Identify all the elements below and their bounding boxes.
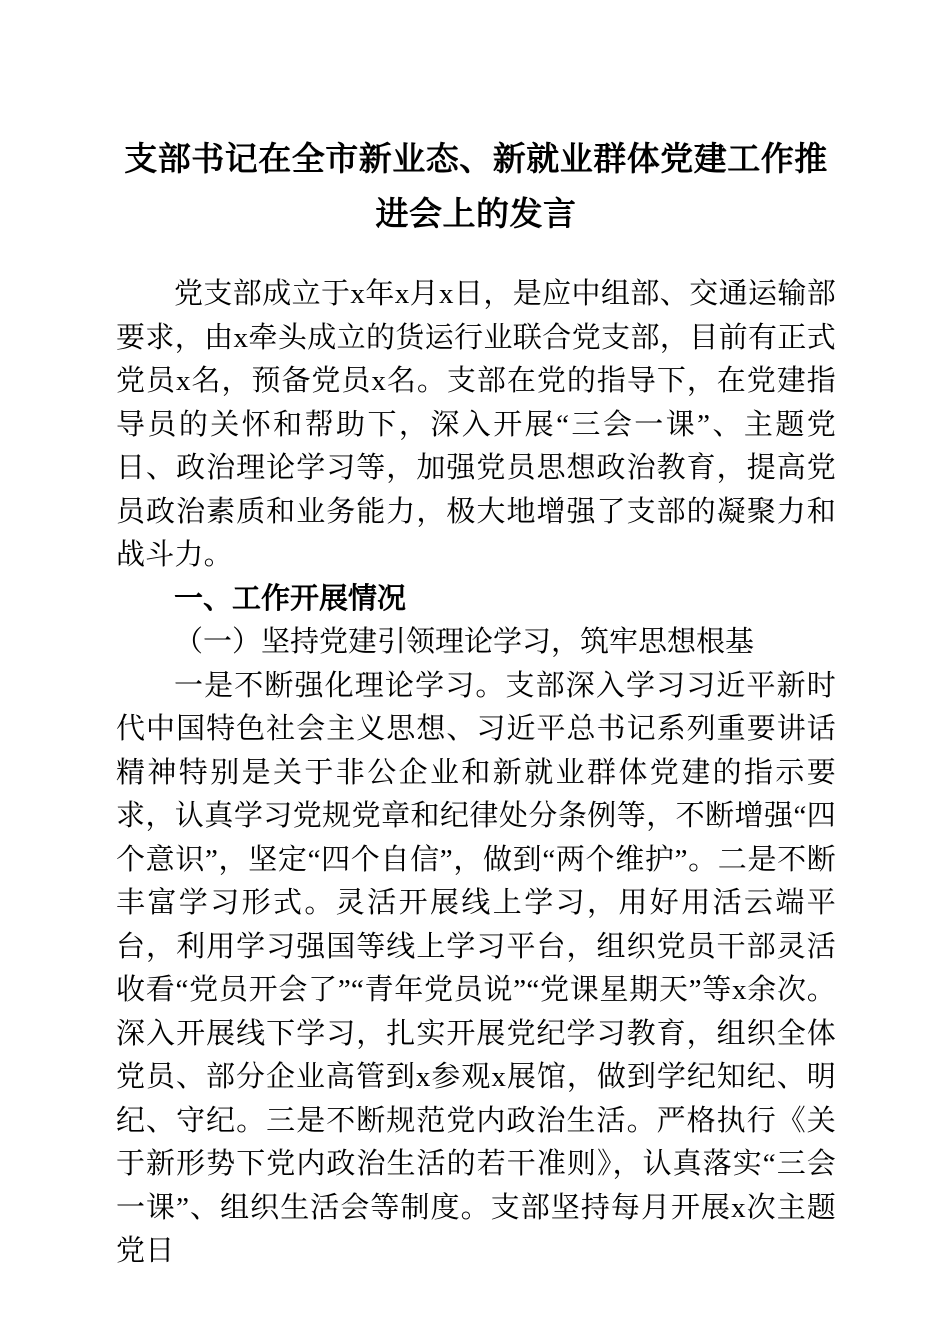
subsection-heading-theory-study: （一）坚持党建引领理论学习，筑牢思想根基 [174, 626, 755, 658]
paragraph-section-body: 一是不断强化理论学习。支部深入学习习近平新时代中国特色社会主义思想、习近平总书记系列重要讲话精神特别是关于非公企业和新就业群体党建的指示要求，认真学习党规党章和纪律处分条例等，不断增强“四个意识”，坚定“四个自信”，做到“两个维护”。二是不断丰富学习形式。灵活开展线上学习，用好用活云端平台，利用学习强国等线上学习平台，组织党员干部灵活收看“党员开会了”“青年党员说”“党课星期天”等x余次。深入开展线下学习，扎实开展党纪学习教育，组织全体党员、部分企业高管到x参观x展馆，做到学纪知纪、明纪、守纪。三是不断规范党内政治生活。严格执行《关于新形势下党内政治生活的若干准则》，认真落实“三会一课”、组织生活会等制度。支部坚持每月开展x次主题党日 [116, 669, 836, 1267]
section-heading-work-progress: 一、工作开展情况 [174, 582, 407, 615]
paragraph-intro: 党支部成立于x年x月x日，是应中组部、交通运输部要求，由x牵头成立的货运行业联合党支部，目前有正式党员x名，预备党员x名。支部在党的指导下，在党建指导员的关怀和帮助下，深入开展“三会一课”、主题党日、政治理论学习等，加强党员思想政治教育，提高党员政治素质和业务能力，极大地增强了支部的凝聚力和战斗力。 [116, 278, 836, 571]
document-title: 支部书记在全市新业态、新就业群体党建工作推进会上的发言 [124, 142, 828, 233]
